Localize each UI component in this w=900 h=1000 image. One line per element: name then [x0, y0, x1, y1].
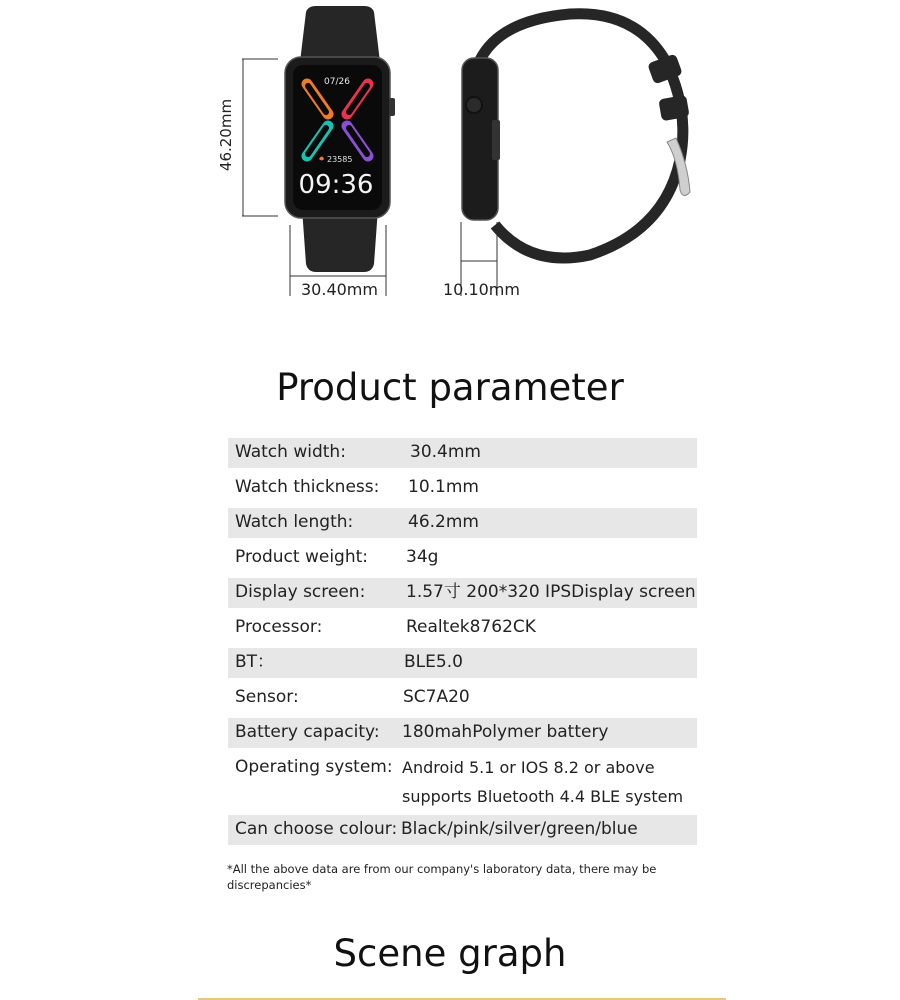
watch-front-illustration: [220, 0, 420, 300]
thickness-dimension-label: 10.10mm: [443, 280, 520, 299]
product-parameter-title: Product parameter: [276, 366, 624, 409]
width-dimension-label: 30.40mm: [301, 280, 378, 299]
table-row: [228, 543, 697, 578]
param-label: Watch thickness:: [235, 477, 380, 497]
param-label: Display screen:: [235, 582, 366, 602]
param-label: Product weight:: [235, 547, 368, 567]
table-row: [228, 473, 697, 508]
table-row: [228, 753, 697, 815]
param-label: Operating system:: [235, 757, 393, 777]
param-value: Realtek8762CK: [406, 617, 536, 637]
param-value: Black/pink/silver/green/blue: [401, 819, 638, 839]
param-label: Can choose colour:: [235, 819, 398, 839]
table-row: [228, 508, 697, 538]
watch-side-illustration: [440, 0, 710, 300]
table-row: [228, 438, 697, 468]
param-value: 10.1mm: [408, 477, 479, 497]
param-value: 1.57寸 200*320 IPSDisplay screen: [406, 582, 696, 602]
param-value: BLE5.0: [404, 652, 463, 672]
watch-steps: 23585: [327, 155, 353, 164]
param-value: Android 5.1 or IOS 8.2 or above: [402, 758, 655, 777]
param-value: 46.2mm: [408, 512, 479, 532]
param-label: Battery capacity:: [235, 722, 380, 742]
param-value: SC7A20: [403, 687, 470, 707]
scene-graph-title: Scene graph: [333, 932, 567, 975]
param-label: Watch width:: [235, 442, 346, 462]
height-dimension-label: 46.20mm: [217, 98, 235, 172]
param-value: 180mahPolymer battery: [402, 722, 609, 742]
param-value-continued: supports Bluetooth 4.4 BLE system: [402, 787, 684, 806]
table-row: [228, 648, 697, 678]
table-row: [228, 613, 697, 648]
table-row: [228, 578, 697, 608]
param-label: Sensor:: [235, 687, 299, 707]
disclaimer-note: *All the above data are from our company's laboratory data, there may be discrepancies*: [227, 862, 657, 892]
watch-time: 09:36: [298, 170, 374, 200]
table-row: [228, 718, 697, 748]
param-label: Watch length:: [235, 512, 354, 532]
watch-date: 07/26: [324, 77, 350, 87]
table-row: [228, 683, 697, 718]
param-value: 34g: [406, 547, 439, 567]
param-value: 30.4mm: [410, 442, 481, 462]
parameter-table: [228, 438, 697, 845]
table-row: [228, 815, 697, 845]
param-label: Processor:: [235, 617, 323, 637]
param-label: BT：: [235, 652, 275, 672]
